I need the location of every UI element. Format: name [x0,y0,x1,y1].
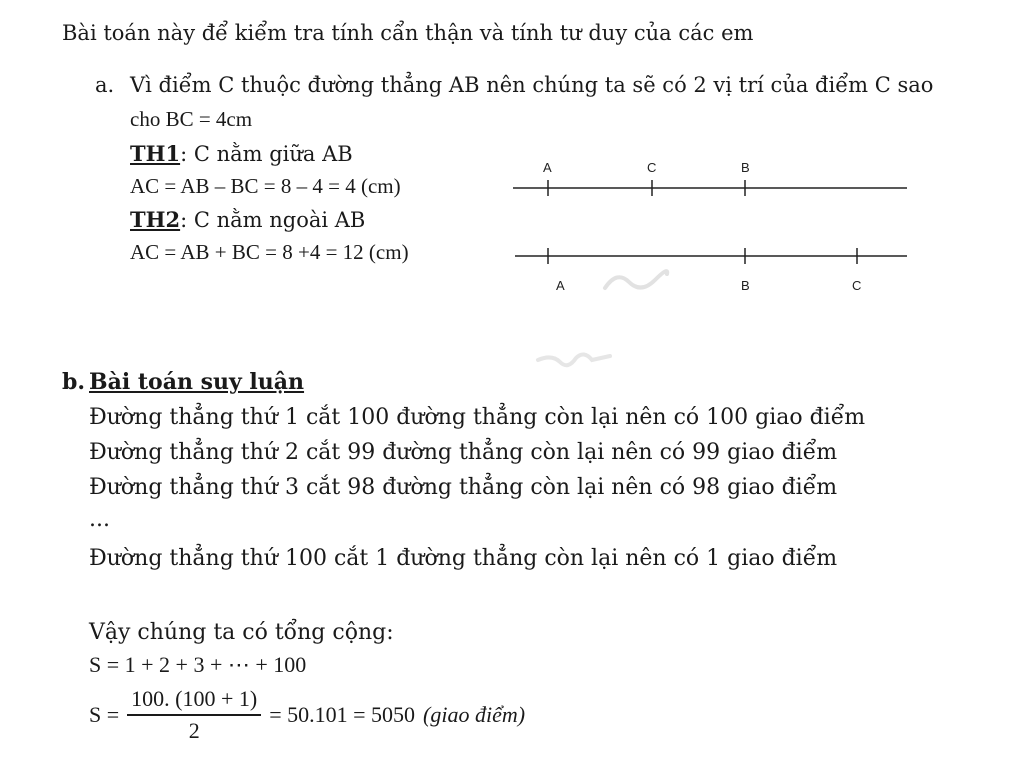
watermark-mark [605,271,667,288]
case1-calc: AC = AB – BC = 8 – 4 = 4 (cm) [130,174,401,198]
intro-text: Bài toán này để kiểm tra tính cẩn thận và tính tư duy của các em [62,21,754,45]
diagram-case1 [505,150,915,210]
fraction [127,686,261,744]
frac-lhs: S = [89,702,120,727]
part-a-line2: cho BC = 4cm [130,107,253,131]
part-b-title: Bài toán suy luận [89,369,305,395]
case1-heading [130,141,353,166]
frac-unit: (giao điểm) [423,702,526,727]
reasoning-line-3: Đường thẳng thứ 3 cắt 98 đường thẳng còn lại nên có 98 giao điểm [89,475,838,500]
label-b: B [741,278,750,293]
part-a-marker: a. [95,73,115,97]
fraction-denominator: 2 [188,718,200,743]
label-b: B [741,160,750,175]
watermark-mark [532,344,622,372]
part-b-marker: b. [62,369,86,395]
case1-text: : C nằm giữa AB [180,142,353,166]
case1-label: TH1 [130,141,181,166]
reasoning-line-2: Đường thẳng thứ 2 cắt 99 đường thẳng còn lại nên có 99 giao điểm [89,440,838,465]
frac-rhs: = 50.101 = 5050 [269,702,416,727]
total-intro: Vậy chúng ta có tổng cộng: [89,620,394,645]
case2-calc: AC = AB + BC = 8 +4 = 12 (cm) [130,240,409,264]
diagram-case2 [505,240,915,300]
case2-text: : C nằm ngoài AB [180,208,366,232]
case2-label: TH2 [130,207,181,232]
label-a: A [556,278,565,293]
label-c: C [852,278,862,293]
reasoning-ellipsis: ... [89,507,110,532]
case2-heading [130,207,365,232]
sum-expression: S = 1 + 2 + 3 + ⋯ + 100 [89,652,307,677]
part-a-line1: Vì điểm C thuộc đường thẳng AB nên chúng ta sẽ có 2 vị trí của điểm C sao [130,73,934,97]
fraction-numerator: 100. (100 + 1) [127,686,261,716]
reasoning-line-1: Đường thẳng thứ 1 cắt 100 đường thẳng còn lại nên có 100 giao điểm [89,405,866,430]
reasoning-line-100: Đường thẳng thứ 100 cắt 1 đường thẳng còn lại nên có 1 giao điểm [89,546,838,571]
label-c: C [647,160,657,175]
label-a: A [543,160,552,175]
fraction-formula [89,686,525,744]
